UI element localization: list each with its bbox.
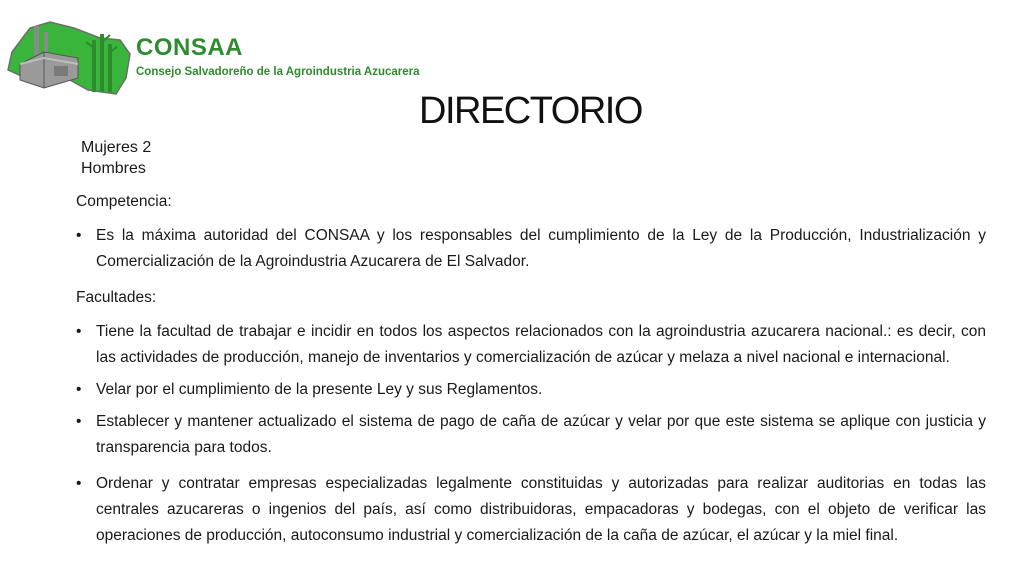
- bullet-text: Establecer y mantener actualizado el sistema de pago de caña de azúcar y velar por que este sistema se aplique con justicia y transparencia para todos.: [96, 413, 986, 456]
- competencia-label: Competencia:: [76, 193, 172, 210]
- bullet-marker: •: [76, 413, 82, 430]
- women-count: Mujeres 2: [81, 139, 152, 156]
- facultad-bullet: [76, 377, 986, 403]
- men-count: Hombres: [81, 160, 146, 177]
- bullet-text: Es la máxima autoridad del CONSAA y los responsables del cumplimiento de la Ley de la Producción, Industrialización y Comercialización de la Agroindustria Azucarera de El Salvador.: [96, 227, 986, 270]
- consaa-logo: [4, 18, 424, 98]
- bullet-text: Ordenar y contratar empresas especializadas legalmente constituidas y autorizadas para realizar auditorias en todas las centrales azucareras o ingenios del país, así como distribuidoras, empacadoras y bodegas, con el objeto de verificar las operaciones de producción, autoconsumo industrial y comercialización de la caña de azúcar, el azúcar y la miel final.: [96, 475, 986, 544]
- facultad-bullet: [76, 409, 986, 461]
- bullet-marker: •: [76, 381, 82, 398]
- bullet-text: Tiene la facultad de trabajar e incidir en todos los aspectos relacionados con la agroindustria azucarera nacional.: es decir, con las actividades de producción, manejo de inventarios y comercialización de azúcar y melaza a nivel nacional e internacional.: [96, 323, 986, 366]
- bullet-marker: •: [76, 323, 82, 340]
- gender-counts: [81, 137, 151, 179]
- facultad-bullet: [76, 471, 986, 549]
- slide-title: DIRECTORIO: [419, 90, 642, 132]
- factory-map-icon: [4, 18, 134, 98]
- logo-title: CONSAA: [136, 34, 244, 61]
- slide-body: [76, 189, 986, 559]
- facultad-bullet: [76, 319, 986, 371]
- logo-subtitle: Consejo Salvadoreño de la Agroindustria Azucarera: [136, 66, 420, 78]
- competencia-bullet: [76, 223, 986, 275]
- facultades-label: Facultades:: [76, 289, 157, 306]
- bullet-marker: •: [76, 227, 82, 244]
- bullet-text: Velar por el cumplimiento de la presente Ley y sus Reglamentos.: [96, 381, 543, 398]
- bullet-marker: •: [76, 475, 82, 492]
